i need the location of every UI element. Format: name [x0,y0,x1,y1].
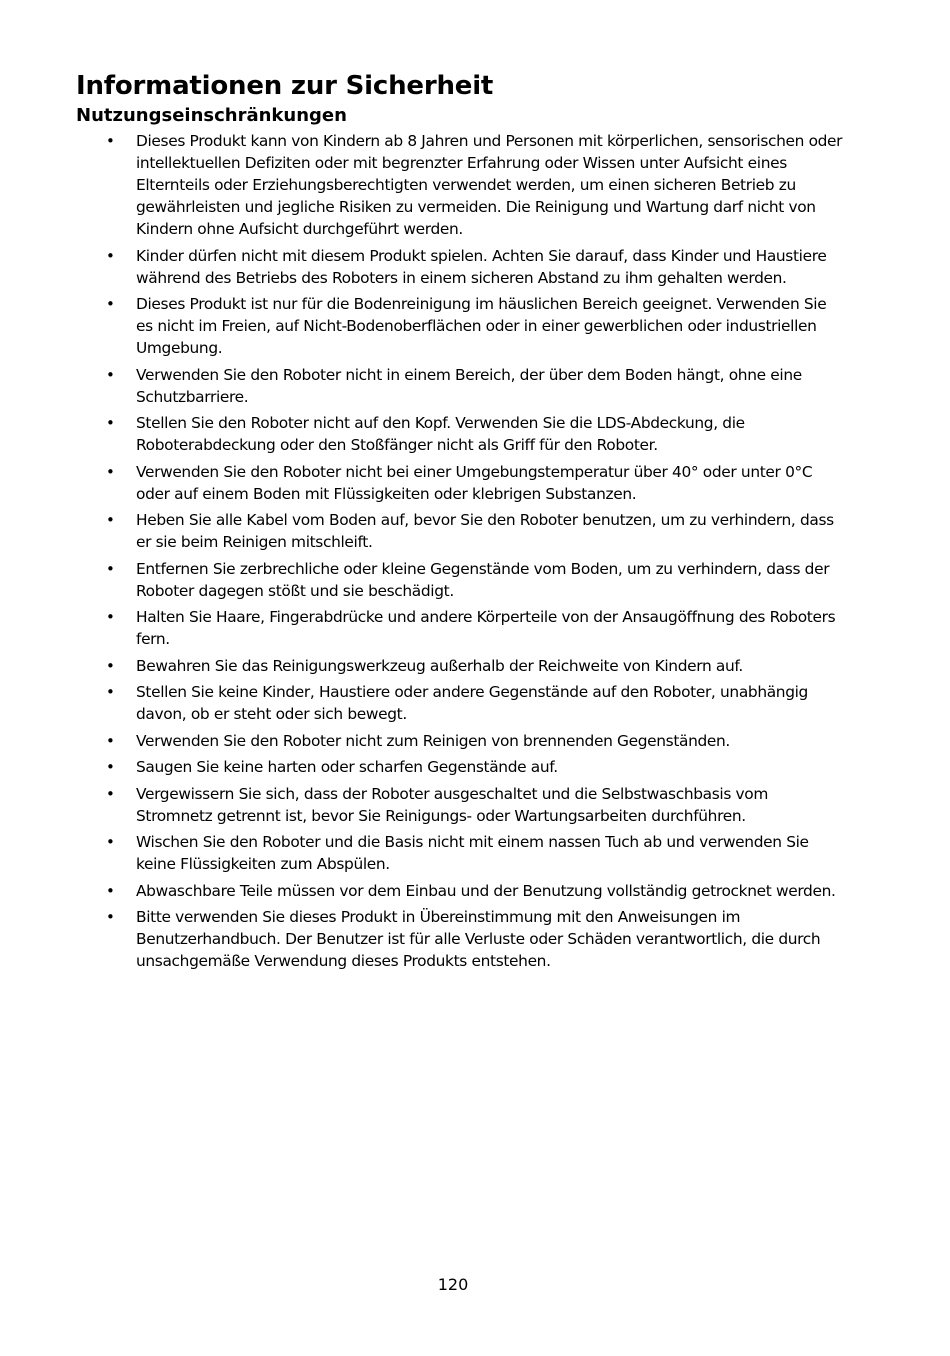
list-item-text: Stellen Sie keine Kinder, Haustiere oder andere Gegenstände auf den Roboter, unabhängig davon, ob er steht oder sich bewegt. [136,683,808,723]
list-item [76,364,846,408]
bullet-icon: • [106,462,115,481]
section-title: Nutzungseinschränkungen [76,105,347,126]
bullet-icon: • [106,731,115,750]
bullet-icon: • [106,683,115,701]
page-title: Informationen zur Sicherheit [76,71,494,101]
list-item [76,831,846,875]
list-item [76,461,846,505]
list-item-text: Verwenden Sie den Roboter nicht in einem Bereich, der über dem Boden hängt, ohne eine Schutzbarriere. [136,365,802,406]
page-number: 120 [437,1275,469,1294]
bullet-icon: • [106,414,115,432]
bullet-icon: • [106,365,115,384]
list-item [76,880,846,902]
list-item [76,783,846,827]
list-item-text: Saugen Sie keine harten oder scharfen Gegenstände auf. [136,758,558,776]
list-item-text: Dieses Produkt kann von Kindern ab 8 Jahren und Personen mit körperlichen, sensorischen oder intellektuellen Defiziten oder mit begrenzter Erfahrung oder Wissen unter Aufsicht eines Elternteils oder Erziehungsberechtigten verwendet werden, um einen sicheren Betrieb zu gewährleisten und jegliche Risiken zu vermeiden. Die Reinigung und Wartung darf nicht von Kindern ohne Aufsicht durchgeführt werden. [136,132,843,238]
list-item [76,558,846,602]
list-item [76,509,846,553]
list-item-text: Abwaschbare Teile müssen vor dem Einbau und der Benutzung vollständig getrocknet werden. [136,881,836,900]
bullet-icon: • [106,833,115,851]
bullet-icon: • [106,784,115,803]
list-item [76,412,846,456]
bullet-icon: • [106,559,115,578]
list-item-text: Bewahren Sie das Reinigungswerkzeug außerhalb der Reichweite von Kindern auf. [136,656,743,675]
list-item [76,245,846,289]
list-item-text: Wischen Sie den Roboter und die Basis nicht mit einem nassen Tuch ab und verwenden Sie keine Flüssigkeiten zum Abspülen. [136,833,809,873]
list-item-text: Vergewissern Sie sich, dass der Roboter ausgeschaltet und die Selbstwaschbasis vom Stromnetz getrennt ist, bevor Sie Reinigungs- oder Wartungsarbeiten durchführen. [136,784,768,825]
bullet-icon: • [106,758,115,776]
list-item-text: Kinder dürfen nicht mit diesem Produkt spielen. Achten Sie darauf, dass Kinder und Haustiere während des Betriebs des Roboters in einem sicheren Abstand zu ihm gehalten werden. [136,246,827,287]
bullet-icon: • [106,656,115,675]
bullet-icon: • [106,295,115,313]
list-item [76,606,846,650]
bullet-icon: • [106,511,115,529]
list-item-text: Heben Sie alle Kabel vom Boden auf, bevor Sie den Roboter benutzen, um zu verhindern, dass er sie beim Reinigen mitschleift. [136,511,834,551]
list-item-text: Bitte verwenden Sie dieses Produkt in Übereinstimmung mit den Anweisungen im Benutzerhandbuch. Der Benutzer ist für alle Verluste oder Schäden verantwortlich, die durch unsachgemäße Verwendung dieses Produkts entstehen. [136,908,821,970]
list-item-text: Dieses Produkt ist nur für die Bodenreinigung im häuslichen Bereich geeignet. Verwenden Sie es nicht im Freien, auf Nicht-Bodenoberflächen oder in einer gewerblichen oder industriellen Umgebung. [136,295,827,357]
bullet-icon: • [106,908,115,926]
list-item-text: Entfernen Sie zerbrechliche oder kleine Gegenstände vom Boden, um zu verhindern, dass der Roboter dagegen stößt und sie beschädigt. [136,559,830,600]
bullet-icon: • [106,881,115,900]
list-item-text: Verwenden Sie den Roboter nicht zum Reinigen von brennenden Gegenständen. [136,731,730,750]
list-item-text: Verwenden Sie den Roboter nicht bei einer Umgebungstemperatur über 40° oder unter 0°C oder auf einem Boden mit Flüssigkeiten oder klebrigen Substanzen. [136,462,813,503]
list-item [76,130,846,240]
bullet-icon: • [106,608,115,626]
safety-bullet-list [76,130,846,977]
list-item [76,655,846,677]
list-item [76,730,846,752]
list-item [76,906,846,972]
list-item [76,756,846,778]
bullet-icon: • [106,246,115,265]
list-item-text: Stellen Sie den Roboter nicht auf den Kopf. Verwenden Sie die LDS-Abdeckung, die Roboterabdeckung oder den Stoßfänger nicht als Griff für den Roboter. [136,414,745,454]
bullet-icon: • [106,132,115,150]
list-item-text: Halten Sie Haare, Fingerabdrücke und andere Körperteile von der Ansaugöffnung des Roboters fern. [136,608,836,648]
list-item [76,681,846,725]
list-item [76,293,846,359]
